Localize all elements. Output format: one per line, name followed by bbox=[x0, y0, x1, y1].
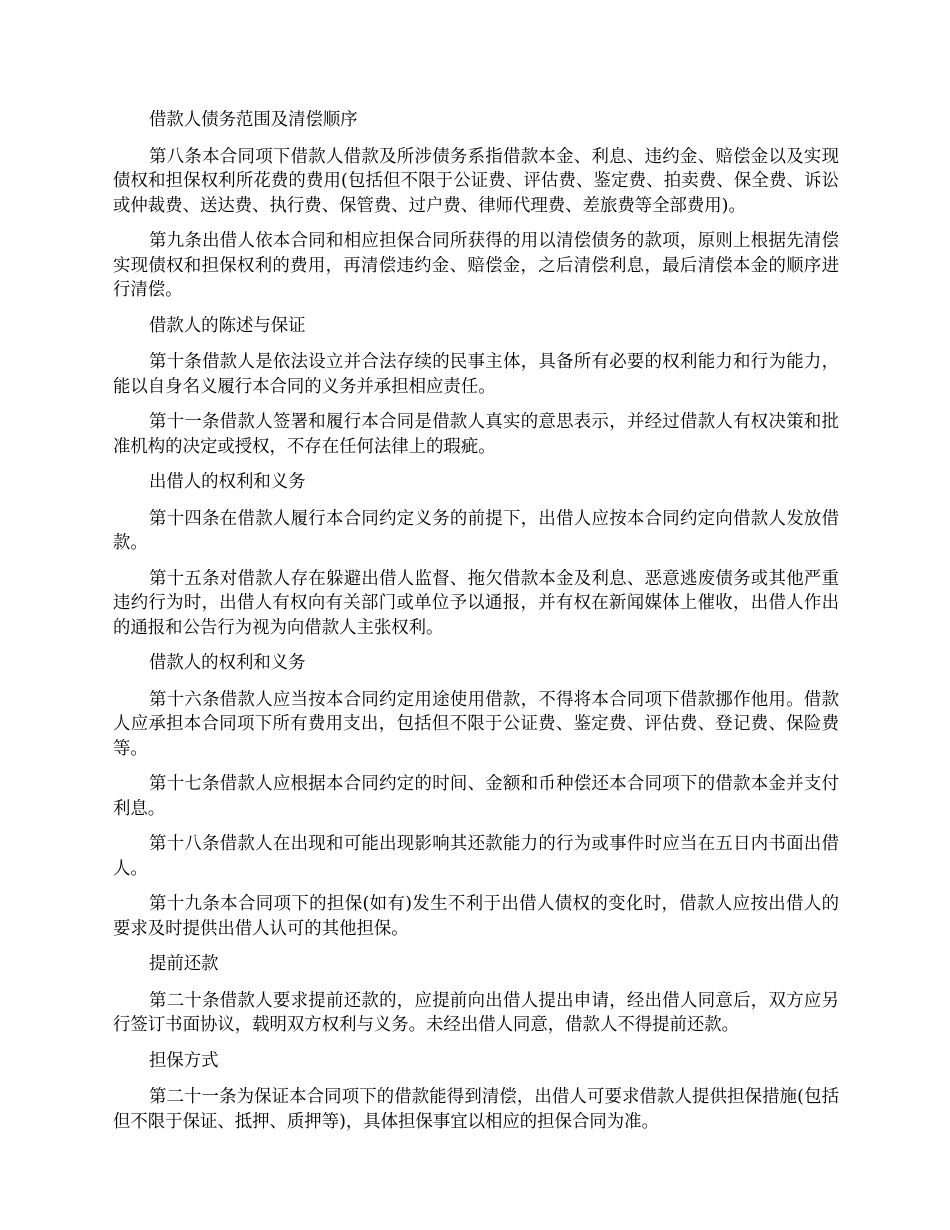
article-19-paragraph: 第十九条本合同项下的担保(如有)发生不利于出借人债权的变化时，借款人应按出借人的要求及时提供出借人认可的其他担保。 bbox=[113, 894, 839, 939]
document-body bbox=[113, 108, 839, 1145]
article-18-paragraph: 第十八条借款人在出现和可能出现影响其还款能力的行为或事件时应当在五日内书面出借人。 bbox=[113, 834, 839, 879]
article-11-paragraph: 第十一条借款人签署和履行本合同是借款人真实的意思表示，并经过借款人有权决策和批准机构的决定或授权，不存在任何法律上的瑕疵。 bbox=[113, 412, 839, 457]
article-10-paragraph: 第十条借款人是依法设立并合法存续的民事主体，具备所有必要的权利能力和行为能力，能以自身名义履行本合同的义务并承担相应责任。 bbox=[113, 352, 839, 397]
section-heading-representations: 借款人的陈述与保证 bbox=[149, 315, 306, 336]
section-heading-early-repayment: 提前还款 bbox=[149, 954, 219, 974]
article-17-paragraph: 第十七条借款人应根据本合同约定的时间、金额和币种偿还本合同项下的借款本金并支付利息。 bbox=[113, 774, 839, 819]
article-21-paragraph: 第二十一条为保证本合同项下的借款能得到清偿，出借人可要求借款人提供担保措施(包括但不限于保证、抵押、质押等)，具体担保事宜以相应的担保合同为准。 bbox=[113, 1087, 839, 1132]
section-heading-guarantee: 担保方式 bbox=[149, 1050, 219, 1071]
article-16-paragraph: 第十六条借款人应当按本合同约定用途使用借款，不得将本合同项下借款挪作他用。借款人应承担本合同项下所有费用支出，包括但不限于公证费、鉴定费、评估费、登记费、保险费等。 bbox=[113, 689, 839, 759]
article-8-paragraph: 第八条本合同项下借款人借款及所涉债务系指借款本金、利息、违约金、赔偿金以及实现债权和担保权利所花费的费用(包括但不限于公证费、评估费、鉴定费、拍卖费、保全费、诉讼或仲裁费、送达费、执行费、保管费、过户费、律师代理费、差旅费等全部费用)。 bbox=[113, 146, 839, 216]
section-heading-lender-rights: 出借人的权利和义务 bbox=[149, 472, 306, 492]
section-heading-borrower-rights: 借款人的权利和义务 bbox=[149, 653, 306, 673]
article-15-paragraph: 第十五条对借款人存在躲避出借人监督、拖欠借款本金及利息、恶意逃废债务或其他严重违约行为时，出借人有权向有关部门或单位予以通报，并有权在新闻媒体上催收，出借人作出的通报和公告行为视为向借款人主张权利。 bbox=[113, 568, 839, 638]
article-14-paragraph: 第十四条在借款人履行本合同约定义务的前提下，出借人应按本合同约定向借款人发放借款。 bbox=[113, 508, 839, 553]
article-9-paragraph: 第九条出借人依本合同和相应担保合同所获得的用以清偿债务的款项，原则上根据先清偿实现债权和担保权利的费用，再清偿违约金、赔偿金，之后清偿利息，最后清偿本金的顺序进行清偿。 bbox=[113, 231, 839, 300]
section-heading-debt-scope: 借款人债务范围及清偿顺序 bbox=[149, 110, 358, 130]
article-20-paragraph: 第二十条借款人要求提前还款的，应提前向出借人提出申请，经出借人同意后，双方应另行签订书面协议，载明双方权利与义务。未经出借人同意，借款人不得提前还款。 bbox=[113, 990, 839, 1035]
